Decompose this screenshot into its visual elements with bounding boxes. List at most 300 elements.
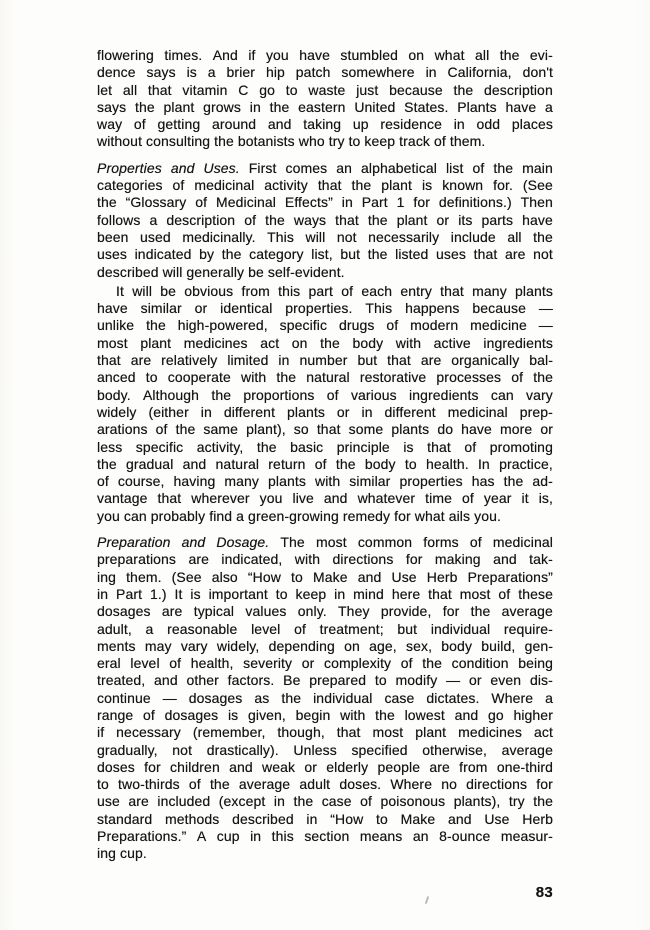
word: plant [396, 211, 428, 228]
word: values [245, 603, 287, 620]
word: limited [227, 352, 269, 369]
word: uses [97, 246, 127, 263]
word: a [145, 620, 154, 637]
word: keep [295, 585, 327, 602]
word: of [326, 386, 339, 403]
word: is [186, 64, 197, 81]
word: on [344, 637, 360, 654]
word: Make [313, 568, 348, 585]
word: States. [404, 98, 449, 115]
word: prepared [309, 672, 367, 689]
word: this [278, 282, 301, 299]
word: dence [97, 64, 136, 81]
word: let [97, 81, 113, 98]
word: that [316, 421, 341, 438]
word: medicinal [194, 177, 255, 194]
word: lowest [404, 706, 445, 723]
word: activity [264, 177, 308, 194]
word: that [97, 352, 121, 369]
word: weak [262, 758, 296, 775]
word: 1 [396, 194, 405, 211]
text-line: described will generally be self-evident. [97, 263, 345, 280]
word: act [260, 334, 280, 351]
word: basic [290, 438, 324, 455]
word: and [229, 758, 253, 775]
word: so [293, 421, 309, 438]
word: the [533, 228, 553, 245]
word: a [545, 98, 553, 115]
word: in [425, 64, 437, 81]
word: or [301, 655, 315, 672]
word: people [377, 758, 421, 775]
word: plant [381, 177, 413, 194]
word: processes [436, 369, 502, 386]
word: or [436, 211, 450, 228]
word: all [122, 81, 138, 98]
word: In [477, 455, 490, 472]
word: modern [410, 317, 459, 334]
word: ments [97, 637, 136, 654]
word: Part [361, 194, 388, 211]
word: by [199, 246, 215, 263]
word: average [501, 603, 553, 620]
word: with [340, 706, 366, 723]
word: range [97, 706, 134, 723]
word: common [357, 534, 413, 551]
word: year [483, 490, 512, 507]
word: and [170, 159, 195, 176]
word: less [97, 438, 123, 455]
word: the [499, 47, 520, 63]
word: with [314, 473, 341, 490]
word: various [350, 386, 397, 403]
word: factors. [227, 672, 275, 689]
word: main [522, 159, 553, 176]
word: listed [395, 246, 429, 263]
word: the [367, 246, 388, 263]
word: Effects” [284, 194, 333, 211]
word: otherwise, [422, 741, 488, 758]
word: not [172, 741, 193, 758]
word: in [361, 403, 373, 420]
word: no [441, 776, 458, 793]
word: description [166, 211, 236, 228]
word: plants [391, 421, 430, 438]
word: the [256, 438, 277, 455]
word: description [484, 81, 553, 98]
word: of [472, 159, 485, 176]
word: each [361, 282, 393, 299]
word: treatment; [319, 620, 384, 637]
word: the [265, 211, 285, 228]
text-line [97, 603, 553, 620]
word: from [459, 758, 488, 775]
word: preparations [97, 551, 177, 568]
word: of [155, 421, 168, 438]
word: Where [491, 689, 534, 706]
word: is [190, 585, 201, 602]
word: (See [522, 177, 553, 194]
word: included [157, 793, 211, 810]
word: and [267, 116, 292, 133]
word: condition [451, 655, 509, 672]
word: on [408, 47, 425, 63]
word: you [259, 490, 283, 507]
text-line [97, 283, 553, 300]
word: definitions.) [438, 194, 512, 211]
word: a [207, 64, 216, 81]
word: the [221, 246, 242, 263]
word: obvious [184, 282, 234, 299]
word: case [321, 793, 352, 810]
word: high-powered, [177, 317, 268, 334]
word: higher [513, 706, 553, 723]
word: residence [380, 116, 442, 133]
word: body [441, 637, 473, 654]
word: of [169, 655, 182, 672]
word: case [384, 689, 415, 706]
word: restorative [359, 369, 427, 386]
word: United [354, 98, 396, 115]
word: being [518, 655, 553, 672]
word: necessary [116, 724, 181, 741]
word: modify [395, 672, 438, 689]
word: though, [277, 724, 325, 741]
word: more [499, 421, 533, 438]
word: that [427, 438, 451, 455]
word: plant [415, 724, 447, 741]
text-line [97, 473, 553, 490]
word: Preparations” [467, 568, 553, 585]
word: vary [180, 637, 208, 654]
word: evi- [529, 47, 553, 63]
word: with [294, 551, 321, 568]
word: here [391, 585, 421, 602]
paragraph [97, 47, 553, 151]
word: in [341, 194, 353, 211]
word: cooperate [167, 369, 231, 386]
word: comes [285, 159, 328, 176]
word: dis- [529, 672, 553, 689]
word: require- [503, 620, 553, 637]
word: from [241, 282, 270, 299]
word: bal- [529, 352, 553, 369]
word: way [97, 116, 123, 133]
word: average [238, 776, 291, 793]
word: list, [311, 246, 333, 263]
word: because [472, 300, 527, 317]
word: severity [243, 655, 293, 672]
word: of [314, 455, 327, 472]
word: medicinally. [182, 228, 256, 245]
word: section [304, 828, 350, 845]
text-line [97, 793, 553, 810]
word: of [133, 116, 146, 133]
word: sex, [405, 637, 433, 654]
word: “How [247, 568, 281, 585]
word: entry [400, 282, 432, 299]
word: of [188, 776, 201, 793]
word: been [97, 228, 129, 245]
word: places [511, 116, 553, 133]
word: natural [306, 369, 350, 386]
word: of [97, 473, 109, 490]
word: plant [163, 98, 195, 115]
word: to [404, 455, 417, 472]
word: return [268, 455, 306, 472]
word: or [336, 403, 350, 420]
word: of [195, 194, 208, 211]
word: identical [220, 300, 273, 317]
word: standard [97, 810, 153, 827]
paragraph [97, 160, 553, 281]
word: Uses. [203, 159, 240, 176]
text-line [97, 439, 553, 456]
word: complexity [324, 655, 392, 672]
word: but [340, 246, 361, 263]
word: grows [203, 98, 241, 115]
word: The [280, 534, 305, 551]
word: directions [466, 776, 528, 793]
word: body. [97, 386, 131, 403]
word: (except [218, 793, 266, 810]
word: the [533, 793, 553, 810]
word: to [285, 81, 298, 98]
word: having [173, 473, 216, 490]
word: build, [481, 637, 516, 654]
word: are [161, 603, 183, 620]
text-line [97, 655, 553, 672]
word: Dosage. [216, 534, 270, 551]
word: some [348, 421, 384, 438]
word: odd [476, 116, 501, 133]
word: Then [520, 194, 553, 211]
word: medicinal [447, 403, 508, 420]
word: a [149, 211, 158, 228]
word: because [389, 81, 443, 98]
word: plants [268, 473, 306, 490]
text-line [97, 317, 553, 334]
word: happens [405, 300, 460, 317]
word: the [281, 689, 302, 706]
text-line [97, 404, 553, 421]
word: its [458, 211, 473, 228]
word: to [376, 810, 388, 827]
word: ingredients [483, 334, 553, 351]
word: whatever [357, 490, 416, 507]
word: you [265, 47, 289, 63]
word: different [384, 403, 436, 420]
word: continue [97, 689, 151, 706]
word: in [273, 793, 285, 810]
word: up [352, 116, 369, 133]
word: plants), [453, 793, 501, 810]
text-line [97, 194, 553, 211]
word: — [538, 317, 553, 334]
word: of [462, 490, 474, 507]
word: category [249, 246, 304, 263]
word: gradually, [97, 741, 158, 758]
word: Medicinal [215, 194, 277, 211]
word: times. [164, 47, 203, 63]
word: and [323, 490, 348, 507]
word: widely, [216, 637, 260, 654]
word: an [336, 159, 353, 176]
word: and [154, 672, 178, 689]
word: don't [522, 64, 553, 81]
word: what [434, 47, 465, 63]
word: of [400, 655, 413, 672]
word: California, [447, 64, 512, 81]
word: elderly [326, 758, 369, 775]
word: have [522, 211, 553, 228]
word: alphabetical [361, 159, 437, 176]
word: medicines [458, 724, 523, 741]
text-line [97, 369, 553, 386]
word: a [545, 689, 553, 706]
word: This [267, 228, 294, 245]
word: waste [308, 81, 346, 98]
word: vantage [97, 490, 148, 507]
word: to [275, 585, 288, 602]
word: and [447, 810, 472, 827]
text-line [97, 690, 553, 707]
word: to [291, 568, 303, 585]
word: the [351, 177, 372, 194]
word: for. [493, 177, 513, 194]
word: promoting [489, 438, 553, 455]
word: body [364, 455, 396, 472]
word: go [259, 81, 275, 98]
word: is, [538, 490, 553, 507]
word: is [227, 706, 239, 723]
word: the [375, 706, 395, 723]
word: similar [349, 473, 391, 490]
word: children [170, 758, 220, 775]
word: will [132, 282, 153, 299]
word: eastern [298, 98, 346, 115]
word: or [469, 672, 482, 689]
word: First [248, 159, 277, 176]
word: the [367, 211, 388, 228]
word: Use [484, 810, 510, 827]
text-line [97, 707, 553, 724]
word: even [490, 672, 522, 689]
text-line [97, 47, 553, 64]
word: plant), [246, 421, 286, 438]
word: may [144, 637, 172, 654]
text-line [97, 335, 553, 352]
word: part [308, 282, 334, 299]
word: important [208, 585, 268, 602]
word: the [453, 81, 474, 98]
word: different [223, 403, 276, 420]
word: level [130, 655, 160, 672]
word: doses. [339, 776, 382, 793]
word: ad- [532, 473, 553, 490]
word: to [374, 672, 387, 689]
word: It [116, 282, 124, 299]
word: They [338, 603, 370, 620]
word: most [372, 724, 404, 741]
word: parts [481, 211, 514, 228]
word: ways [293, 211, 327, 228]
word: similar [140, 300, 182, 317]
word: (remember, [192, 724, 266, 741]
word: of [469, 534, 482, 551]
word: most [459, 585, 491, 602]
word: the [211, 386, 232, 403]
word: two-thirds [118, 776, 180, 793]
word: for [442, 603, 460, 620]
word: but [357, 352, 378, 369]
word: anced [97, 369, 136, 386]
word: (either [148, 403, 189, 420]
word: the [470, 603, 491, 620]
text-line [97, 621, 553, 638]
word: reasonable [167, 620, 238, 637]
word: ing [97, 568, 116, 585]
word: level [251, 620, 281, 637]
word: the [269, 98, 290, 115]
word: It [174, 585, 183, 602]
text-line [97, 672, 553, 689]
word: poisonous [380, 793, 446, 810]
word: means [359, 828, 403, 845]
word: somewhere [341, 64, 415, 81]
word: the [209, 776, 230, 793]
word: in [453, 116, 465, 133]
word: that [336, 724, 361, 741]
word: typical [193, 603, 235, 620]
word: of [172, 177, 185, 194]
word: with [241, 369, 267, 386]
word: plant [140, 334, 172, 351]
word: for [413, 194, 430, 211]
word: indicated, [221, 551, 283, 568]
word: these [518, 585, 553, 602]
text-line [97, 160, 553, 177]
word: other [186, 672, 219, 689]
word: the [134, 98, 155, 115]
word: of [511, 369, 524, 386]
word: and [493, 551, 517, 568]
word: age, [369, 637, 397, 654]
word: used [140, 228, 171, 245]
word: for [144, 758, 161, 775]
text-line [97, 246, 553, 263]
word: are [188, 551, 209, 568]
word: Although [142, 386, 200, 403]
word: (See [171, 568, 202, 585]
word: relatively [161, 352, 218, 369]
word: directions [332, 551, 394, 568]
word: on [291, 334, 308, 351]
word: dosages [97, 603, 151, 620]
word: specific [279, 317, 328, 334]
word: natural [215, 455, 260, 472]
word: plants [515, 282, 553, 299]
word: mind [353, 585, 384, 602]
word: — [162, 689, 177, 706]
text-line [97, 116, 553, 133]
word: and [182, 455, 207, 472]
word: — [446, 672, 461, 689]
word: the [533, 369, 553, 386]
word: the [97, 455, 117, 472]
text-line: you can probably find a green-growing remedy for what ails you. [97, 507, 501, 524]
word: in [334, 585, 346, 602]
